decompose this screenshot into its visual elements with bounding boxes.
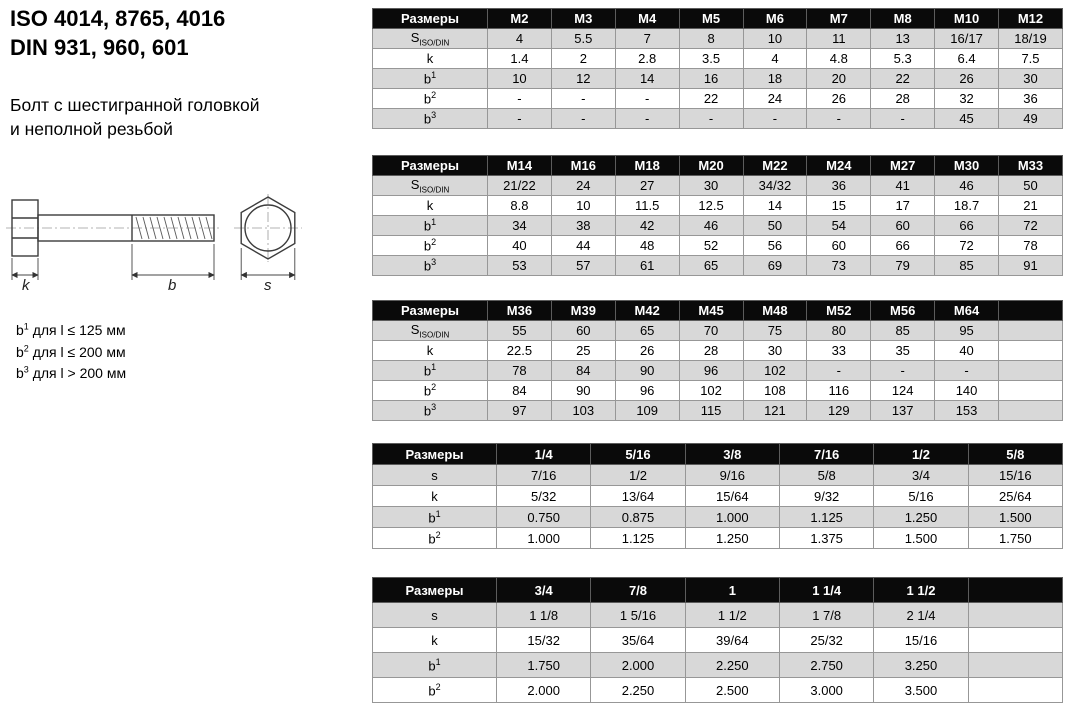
column-header: 1/2 bbox=[874, 444, 968, 465]
table-cell: 16 bbox=[679, 69, 743, 89]
table-cell: 102 bbox=[679, 381, 743, 401]
table-corner-header: Размеры bbox=[373, 156, 488, 176]
table-cell: 66 bbox=[935, 216, 999, 236]
table-cell: - bbox=[679, 109, 743, 129]
column-header: 7/16 bbox=[779, 444, 873, 465]
table-cell: 69 bbox=[743, 256, 807, 276]
table-cell: 65 bbox=[615, 321, 679, 341]
dim-k-label: k bbox=[22, 277, 30, 292]
table-cell: 95 bbox=[935, 321, 999, 341]
table-cell: 13/64 bbox=[591, 486, 685, 507]
table-cell: 84 bbox=[488, 381, 552, 401]
table-cell: 57 bbox=[551, 256, 615, 276]
table-cell: 9/16 bbox=[685, 465, 779, 486]
table-cell: 97 bbox=[488, 401, 552, 421]
table-cell: 21/22 bbox=[488, 176, 552, 196]
table-cell: 39/64 bbox=[685, 628, 779, 653]
table-cell: - bbox=[743, 109, 807, 129]
table-cell: 54 bbox=[807, 216, 871, 236]
column-header: 1 bbox=[685, 578, 779, 603]
table-cell: 3.000 bbox=[779, 678, 873, 703]
table-row bbox=[373, 256, 1063, 276]
table-cell bbox=[999, 321, 1063, 341]
row-label: $b^1$ bbox=[373, 361, 488, 381]
table-cell: 70 bbox=[679, 321, 743, 341]
column-header bbox=[968, 578, 1062, 603]
table-row bbox=[373, 29, 1063, 49]
table-cell: 96 bbox=[679, 361, 743, 381]
table-cell: 24 bbox=[743, 89, 807, 109]
table-cell: 1.250 bbox=[685, 528, 779, 549]
table-cell: 3.500 bbox=[874, 678, 968, 703]
table-cell: 84 bbox=[551, 361, 615, 381]
row-label: $b^2$ bbox=[373, 89, 488, 109]
row-label: $b^2$ bbox=[373, 381, 488, 401]
table-cell: 45 bbox=[935, 109, 999, 129]
column-header: M52 bbox=[807, 301, 871, 321]
dimension-table-inch-large bbox=[372, 577, 1063, 703]
table-cell: 7.5 bbox=[999, 49, 1063, 69]
table-cell: 35/64 bbox=[591, 628, 685, 653]
table-cell: - bbox=[871, 361, 935, 381]
table-cell bbox=[999, 381, 1063, 401]
table-cell: 12 bbox=[551, 69, 615, 89]
table-cell: 40 bbox=[935, 341, 999, 361]
table-cell: 1.250 bbox=[874, 507, 968, 528]
table-cell: 1.750 bbox=[968, 528, 1062, 549]
column-header: M45 bbox=[679, 301, 743, 321]
table-row bbox=[373, 603, 1063, 628]
table-cell: 27 bbox=[615, 176, 679, 196]
table-cell: 1.500 bbox=[968, 507, 1062, 528]
table-cell: 10 bbox=[488, 69, 552, 89]
table-cell: 103 bbox=[551, 401, 615, 421]
table-cell: 60 bbox=[807, 236, 871, 256]
table-cell: 2.750 bbox=[779, 653, 873, 678]
table-cell: 56 bbox=[743, 236, 807, 256]
table-cell: 14 bbox=[615, 69, 679, 89]
table-cell: 5.3 bbox=[871, 49, 935, 69]
table-cell: 72 bbox=[935, 236, 999, 256]
table-header-row bbox=[373, 301, 1063, 321]
table-cell: 50 bbox=[743, 216, 807, 236]
note-line: $b^3$ для l > 200 мм bbox=[16, 364, 127, 382]
table-cell: 1.375 bbox=[779, 528, 873, 549]
table-cell: 2 bbox=[551, 49, 615, 69]
table-cell bbox=[968, 628, 1062, 653]
column-header: M24 bbox=[807, 156, 871, 176]
table-cell: 116 bbox=[807, 381, 871, 401]
table-cell: 60 bbox=[551, 321, 615, 341]
column-header: M14 bbox=[488, 156, 552, 176]
table-cell: 102 bbox=[743, 361, 807, 381]
table-cell: 10 bbox=[743, 29, 807, 49]
table-corner-header: Размеры bbox=[373, 9, 488, 29]
table-row bbox=[373, 216, 1063, 236]
table-cell: 90 bbox=[551, 381, 615, 401]
table-cell: 34/32 bbox=[743, 176, 807, 196]
table-row bbox=[373, 381, 1063, 401]
table-cell: 6.4 bbox=[935, 49, 999, 69]
row-label: $S_{ISO/DIN}$ bbox=[373, 321, 488, 341]
table-cell: 42 bbox=[615, 216, 679, 236]
table-cell: - bbox=[551, 109, 615, 129]
table-cell: 52 bbox=[679, 236, 743, 256]
column-header: M39 bbox=[551, 301, 615, 321]
table-cell: 7/16 bbox=[497, 465, 591, 486]
table-cell: 79 bbox=[871, 256, 935, 276]
table-cell: 124 bbox=[871, 381, 935, 401]
row-label: k bbox=[373, 196, 488, 216]
row-label: k bbox=[373, 628, 497, 653]
column-header: M20 bbox=[679, 156, 743, 176]
dimension-table-metric-medium bbox=[372, 155, 1063, 276]
table-row bbox=[373, 341, 1063, 361]
table-cell: 1.000 bbox=[685, 507, 779, 528]
table-cell: 49 bbox=[999, 109, 1063, 129]
row-label: s bbox=[373, 465, 497, 486]
table-cell: 36 bbox=[999, 89, 1063, 109]
table-cell: 11 bbox=[807, 29, 871, 49]
row-label: k bbox=[373, 341, 488, 361]
table-cell: 2.8 bbox=[615, 49, 679, 69]
row-label: $b^1$ bbox=[373, 507, 497, 528]
row-label: $b^1$ bbox=[373, 69, 488, 89]
table-cell: 85 bbox=[871, 321, 935, 341]
table-cell: 25/64 bbox=[968, 486, 1062, 507]
table-header-row bbox=[373, 9, 1063, 29]
table-cell: 109 bbox=[615, 401, 679, 421]
table-cell: 15/16 bbox=[874, 628, 968, 653]
column-header: M7 bbox=[807, 9, 871, 29]
column-header: M22 bbox=[743, 156, 807, 176]
row-label: s bbox=[373, 603, 497, 628]
table-cell: 2.000 bbox=[591, 653, 685, 678]
table-cell: 1.125 bbox=[779, 507, 873, 528]
table-cell: 80 bbox=[807, 321, 871, 341]
table-cell: 78 bbox=[999, 236, 1063, 256]
table-row bbox=[373, 465, 1063, 486]
column-header: M12 bbox=[999, 9, 1063, 29]
table-row bbox=[373, 89, 1063, 109]
table-row bbox=[373, 528, 1063, 549]
row-label: $b^3$ bbox=[373, 256, 488, 276]
table-cell: 30 bbox=[743, 341, 807, 361]
table-row bbox=[373, 109, 1063, 129]
table-cell: - bbox=[615, 89, 679, 109]
table-cell: 115 bbox=[679, 401, 743, 421]
table-cell: 85 bbox=[935, 256, 999, 276]
table-cell bbox=[999, 361, 1063, 381]
table-corner-header: Размеры bbox=[373, 444, 497, 465]
table-row bbox=[373, 69, 1063, 89]
column-header: 5/8 bbox=[968, 444, 1062, 465]
table-cell: 129 bbox=[807, 401, 871, 421]
column-header: M42 bbox=[615, 301, 679, 321]
table-cell: 5/32 bbox=[497, 486, 591, 507]
table-cell: 18.7 bbox=[935, 196, 999, 216]
table-cell: - bbox=[935, 361, 999, 381]
table-cell: 137 bbox=[871, 401, 935, 421]
table-cell: 1.500 bbox=[874, 528, 968, 549]
table-cell: 73 bbox=[807, 256, 871, 276]
row-label: $b^2$ bbox=[373, 528, 497, 549]
table-cell: 5.5 bbox=[551, 29, 615, 49]
table-row bbox=[373, 678, 1063, 703]
doc-title-iso: ISO 4014, 8765, 4016 bbox=[10, 6, 226, 31]
table-cell: 1.125 bbox=[591, 528, 685, 549]
table-cell: 1.4 bbox=[488, 49, 552, 69]
table-cell: 20 bbox=[807, 69, 871, 89]
table-cell: - bbox=[551, 89, 615, 109]
column-header: M33 bbox=[999, 156, 1063, 176]
table-cell: 16/17 bbox=[935, 29, 999, 49]
table-cell: 41 bbox=[871, 176, 935, 196]
table-cell: 15/32 bbox=[497, 628, 591, 653]
row-label: $b^1$ bbox=[373, 216, 488, 236]
table-cell: - bbox=[488, 89, 552, 109]
table-cell: 21 bbox=[999, 196, 1063, 216]
table-cell: - bbox=[871, 109, 935, 129]
column-header: M8 bbox=[871, 9, 935, 29]
row-label: $b^3$ bbox=[373, 109, 488, 129]
table-cell: 1 1/8 bbox=[497, 603, 591, 628]
notes-list bbox=[16, 320, 126, 385]
table-row bbox=[373, 49, 1063, 69]
column-header: 3/4 bbox=[497, 578, 591, 603]
table-cell: 10 bbox=[551, 196, 615, 216]
table-cell: 55 bbox=[488, 321, 552, 341]
table-row bbox=[373, 236, 1063, 256]
table-cell: 5/8 bbox=[779, 465, 873, 486]
dimension-table-metric-small bbox=[372, 8, 1063, 129]
row-label: $b^3$ bbox=[373, 401, 488, 421]
table-cell: - bbox=[488, 109, 552, 129]
table-cell: 25/32 bbox=[779, 628, 873, 653]
column-header: 1 1/4 bbox=[779, 578, 873, 603]
table-cell: 90 bbox=[615, 361, 679, 381]
row-label: $b^1$ bbox=[373, 653, 497, 678]
table-cell: 140 bbox=[935, 381, 999, 401]
table-row bbox=[373, 486, 1063, 507]
table-cell: 50 bbox=[999, 176, 1063, 196]
table-cell: 26 bbox=[935, 69, 999, 89]
table-cell: 15/64 bbox=[685, 486, 779, 507]
table-cell: 36 bbox=[807, 176, 871, 196]
table-cell: 38 bbox=[551, 216, 615, 236]
table-cell bbox=[999, 341, 1063, 361]
column-header: M18 bbox=[615, 156, 679, 176]
table-corner-header: Размеры bbox=[373, 578, 497, 603]
table-cell: 0.750 bbox=[497, 507, 591, 528]
dim-b-lines bbox=[132, 244, 214, 280]
table-cell: 15/16 bbox=[968, 465, 1062, 486]
table-cell: 0.875 bbox=[591, 507, 685, 528]
table-cell: 25 bbox=[551, 341, 615, 361]
table-cell: 26 bbox=[807, 89, 871, 109]
doc-subtitle-line2: и неполной резьбой bbox=[10, 118, 173, 139]
table-cell: - bbox=[615, 109, 679, 129]
table-row bbox=[373, 507, 1063, 528]
column-header: M5 bbox=[679, 9, 743, 29]
table-cell: - bbox=[807, 361, 871, 381]
table-cell: 1.000 bbox=[497, 528, 591, 549]
row-label: $S_{ISO/DIN}$ bbox=[373, 176, 488, 196]
table-cell: 11.5 bbox=[615, 196, 679, 216]
table-cell: 121 bbox=[743, 401, 807, 421]
table-corner-header: Размеры bbox=[373, 301, 488, 321]
table-cell: 108 bbox=[743, 381, 807, 401]
column-header: 7/8 bbox=[591, 578, 685, 603]
table-cell: 2.250 bbox=[685, 653, 779, 678]
table-cell: 2.250 bbox=[591, 678, 685, 703]
note-line: $b^2$ для l ≤ 200 мм bbox=[16, 343, 126, 360]
table-cell: 22.5 bbox=[488, 341, 552, 361]
dim-s-label: s bbox=[264, 277, 272, 292]
table-cell: 3/4 bbox=[874, 465, 968, 486]
table-row bbox=[373, 361, 1063, 381]
table-cell: 4 bbox=[743, 49, 807, 69]
table-cell: 33 bbox=[807, 341, 871, 361]
table-cell: 32 bbox=[935, 89, 999, 109]
table-cell: 9/32 bbox=[779, 486, 873, 507]
table-cell: 2.000 bbox=[497, 678, 591, 703]
table-cell: 5/16 bbox=[874, 486, 968, 507]
table-row bbox=[373, 628, 1063, 653]
table-cell: 78 bbox=[488, 361, 552, 381]
table-cell: 1 7/8 bbox=[779, 603, 873, 628]
row-label: k bbox=[373, 486, 497, 507]
row-label: k bbox=[373, 49, 488, 69]
table-cell: 91 bbox=[999, 256, 1063, 276]
table-cell: 61 bbox=[615, 256, 679, 276]
column-header: M36 bbox=[488, 301, 552, 321]
table-cell: 12.5 bbox=[679, 196, 743, 216]
table-cell: 15 bbox=[807, 196, 871, 216]
table-row bbox=[373, 401, 1063, 421]
table-row bbox=[373, 653, 1063, 678]
column-header: M64 bbox=[935, 301, 999, 321]
table-cell: 2.500 bbox=[685, 678, 779, 703]
doc-title-din: DIN 931, 960, 601 bbox=[10, 35, 189, 61]
column-header: M6 bbox=[743, 9, 807, 29]
row-label: $S_{ISO/DIN}$ bbox=[373, 29, 488, 49]
table-header-row bbox=[373, 578, 1063, 603]
table-cell: 35 bbox=[871, 341, 935, 361]
table-cell: 96 bbox=[615, 381, 679, 401]
doc-subtitle bbox=[10, 94, 260, 141]
doc-subtitle-line1: Болт с шестигранной головкой bbox=[10, 95, 260, 115]
column-header: M2 bbox=[488, 9, 552, 29]
table-cell bbox=[999, 401, 1063, 421]
table-row bbox=[373, 176, 1063, 196]
table-header-row bbox=[373, 444, 1063, 465]
table-cell: 26 bbox=[615, 341, 679, 361]
table-cell: 3.250 bbox=[874, 653, 968, 678]
table-cell: 1 5/16 bbox=[591, 603, 685, 628]
bolt-drawing bbox=[6, 188, 318, 297]
table-cell: 2 1/4 bbox=[874, 603, 968, 628]
column-header bbox=[999, 301, 1063, 321]
table-cell: 4 bbox=[488, 29, 552, 49]
column-header: M10 bbox=[935, 9, 999, 29]
table-cell: 1.750 bbox=[497, 653, 591, 678]
table-cell: 34 bbox=[488, 216, 552, 236]
column-header: M16 bbox=[551, 156, 615, 176]
table-cell: 22 bbox=[679, 89, 743, 109]
column-header: 5/16 bbox=[591, 444, 685, 465]
column-header: M4 bbox=[615, 9, 679, 29]
table-cell: 28 bbox=[679, 341, 743, 361]
table-cell: 30 bbox=[999, 69, 1063, 89]
table-cell: 48 bbox=[615, 236, 679, 256]
table-cell: 66 bbox=[871, 236, 935, 256]
column-header: 1 1/2 bbox=[874, 578, 968, 603]
dimension-table-metric-large bbox=[372, 300, 1063, 421]
table-cell: 53 bbox=[488, 256, 552, 276]
table-cell: 13 bbox=[871, 29, 935, 49]
table-cell: 46 bbox=[935, 176, 999, 196]
column-header: M56 bbox=[871, 301, 935, 321]
table-cell: 60 bbox=[871, 216, 935, 236]
table-row bbox=[373, 321, 1063, 341]
table-cell: 18/19 bbox=[999, 29, 1063, 49]
table-cell: 40 bbox=[488, 236, 552, 256]
table-cell: 24 bbox=[551, 176, 615, 196]
note-line: $b^1$ для l ≤ 125 мм bbox=[16, 321, 126, 338]
table-cell: 7 bbox=[615, 29, 679, 49]
table-cell: 1/2 bbox=[591, 465, 685, 486]
row-label: $b^2$ bbox=[373, 678, 497, 703]
dimension-table-inch-small bbox=[372, 443, 1063, 549]
table-cell: 18 bbox=[743, 69, 807, 89]
table-cell: 8.8 bbox=[488, 196, 552, 216]
table-cell: 28 bbox=[871, 89, 935, 109]
table-header-row bbox=[373, 156, 1063, 176]
table-cell: 65 bbox=[679, 256, 743, 276]
doc-title bbox=[10, 4, 225, 62]
table-cell: 1 1/2 bbox=[685, 603, 779, 628]
column-header: M48 bbox=[743, 301, 807, 321]
table-cell: 72 bbox=[999, 216, 1063, 236]
column-header: M3 bbox=[551, 9, 615, 29]
dim-b-label: b bbox=[168, 277, 177, 292]
table-cell: 153 bbox=[935, 401, 999, 421]
table-cell: 3.5 bbox=[679, 49, 743, 69]
table-cell: - bbox=[807, 109, 871, 129]
table-cell: 30 bbox=[679, 176, 743, 196]
table-cell: 8 bbox=[679, 29, 743, 49]
table-cell: 4.8 bbox=[807, 49, 871, 69]
table-cell: 17 bbox=[871, 196, 935, 216]
column-header: 3/8 bbox=[685, 444, 779, 465]
column-header: 1/4 bbox=[497, 444, 591, 465]
column-header: M27 bbox=[871, 156, 935, 176]
table-cell: 75 bbox=[743, 321, 807, 341]
table-cell bbox=[968, 653, 1062, 678]
row-label: $b^2$ bbox=[373, 236, 488, 256]
table-cell: 46 bbox=[679, 216, 743, 236]
table-cell: 44 bbox=[551, 236, 615, 256]
table-cell: 22 bbox=[871, 69, 935, 89]
table-row bbox=[373, 196, 1063, 216]
table-cell: 14 bbox=[743, 196, 807, 216]
table-cell bbox=[968, 678, 1062, 703]
column-header: M30 bbox=[935, 156, 999, 176]
table-cell bbox=[968, 603, 1062, 628]
